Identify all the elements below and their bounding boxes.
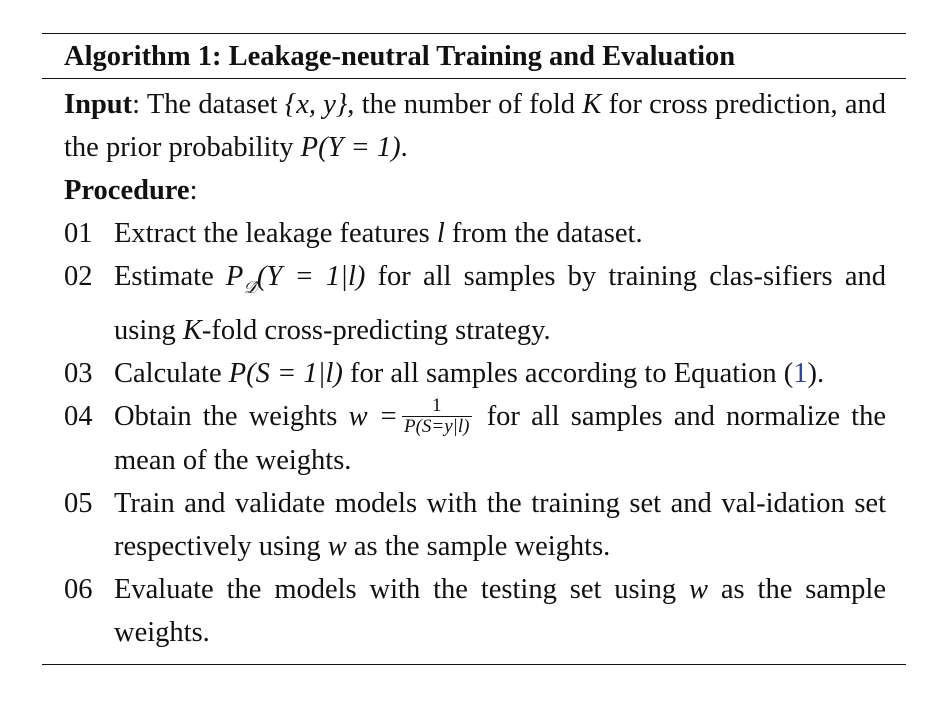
- math-estimate-p: P: [225, 261, 244, 292]
- algorithm-title: Algorithm 1: Leakage-neutral Training and Evaluation: [42, 34, 906, 79]
- step-text-part: for all samples and normalize the mean of the weights.: [114, 401, 886, 476]
- procedure-colon: :: [189, 175, 198, 206]
- equation-ref-link[interactable]: 1: [793, 358, 808, 389]
- step-text-part: for all samples according to Equation (: [342, 358, 794, 389]
- procedure-heading: [64, 169, 886, 212]
- input-math-prior: P(Y = 1): [300, 132, 401, 163]
- step-text-part: -fold cross-predicting strategy.: [201, 315, 551, 346]
- step-text: [114, 255, 886, 352]
- step-text-part: Train and validate models with the training set and val-idation set respectively using: [114, 487, 886, 562]
- math-w: w: [327, 530, 347, 562]
- step-02: [64, 255, 886, 352]
- math-p-s: P(S = 1|l): [228, 358, 343, 389]
- input-text-3: for cross prediction, and the prior probability: [64, 89, 887, 163]
- step-text: [114, 568, 886, 654]
- step-text-part: Obtain the weights: [114, 401, 349, 432]
- input-math-k: K: [582, 89, 602, 120]
- step-text-part: ).: [807, 358, 825, 389]
- step-number: 06: [64, 573, 93, 605]
- input-label: Input: [64, 89, 133, 120]
- input-paragraph: [64, 83, 886, 169]
- step-text-part: Calculate: [114, 358, 229, 389]
- step-text: [114, 212, 886, 255]
- step-04: [64, 395, 886, 482]
- step-text-part: Extract the leakage features: [114, 218, 437, 249]
- math-k: K: [182, 315, 202, 346]
- step-text: [114, 482, 886, 568]
- step-text-part: from the dataset.: [444, 218, 643, 249]
- math-estimate-subscript: 𝒟̂: [243, 278, 257, 297]
- step-text-part: Estimate: [114, 261, 226, 292]
- step-text-part: for all samples by training clas-sifiers and using: [114, 261, 886, 346]
- step-text-part: as the sample weights.: [114, 573, 886, 648]
- step-number: 04: [64, 401, 93, 432]
- math-weights-eq: w =: [348, 401, 398, 432]
- step-text-part: as the sample weights.: [346, 530, 611, 562]
- step-text-part: Evaluate the models with the testing set using: [114, 573, 689, 605]
- algorithm-body: [42, 79, 906, 664]
- input-text-1: : The dataset: [132, 89, 285, 120]
- step-06: [64, 568, 886, 654]
- fraction-numerator: 1: [402, 396, 472, 417]
- weight-fraction: [402, 396, 472, 437]
- fraction-denominator: P(S=y|l): [403, 415, 470, 437]
- step-01: [64, 212, 886, 255]
- procedure-label: Procedure: [64, 175, 190, 206]
- step-text: [114, 352, 886, 395]
- step-number: 01: [64, 218, 93, 249]
- step-number: 03: [64, 358, 93, 389]
- step-number: 02: [64, 261, 93, 292]
- step-05: [64, 482, 886, 568]
- math-leakage-features: l: [436, 218, 445, 249]
- math-w: w: [688, 573, 708, 605]
- step-number: 05: [64, 487, 93, 519]
- step-text: [114, 395, 886, 482]
- input-text-4: .: [400, 132, 408, 163]
- step-03: [64, 352, 886, 395]
- math-estimate-args: (Y = 1|l): [256, 261, 366, 292]
- algorithm-box: [42, 33, 906, 665]
- input-math-dataset: {x, y}: [284, 89, 348, 120]
- input-text-2: , the number of fold: [347, 89, 583, 120]
